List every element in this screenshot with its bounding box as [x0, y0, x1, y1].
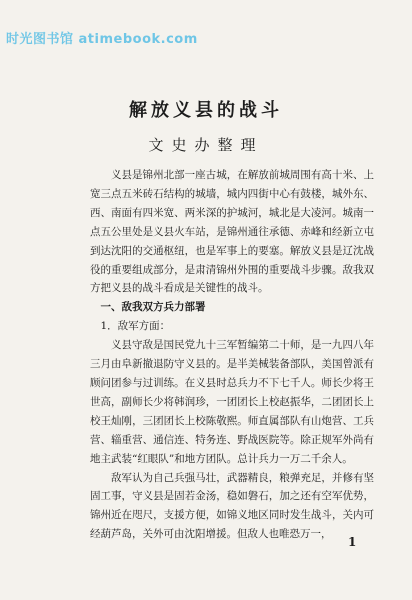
section-heading: 一、敌我双方兵力部署 — [100, 301, 206, 314]
paragraph-enemy-assessment: 敌军认为自己兵强马壮，武器精良，粮弹充足，并修有坚固工事，守义县是固若金汤，稳如磐石，加之还有空军优势，锦州近在咫尺，支援方便，如锦义地区同时发生战斗，关内可经葫芦岛，关外可由沈阳增援。但敌人也唯恐万一， — [90, 471, 374, 541]
paragraph-enemy-forces: 义县守敌是国民党九十三军暂编第二十师，是一九四八年三月由阜新撤退防守义县的。是半美械装备部队，美国曾派有顾问团参与过训练。在义县时总兵力不下七千人。师长少将王世高，副师长少将韩润珍，一团团长上校赵振华，二团团长上校王灿刚，三团团长上校陈敬熙。师直属部队有山炮营、工兵营、辎重营、通信连、特务连、野战医院等。除正规军外尚有地主武装“红眼队”和地方团队。总计兵力一万二千余人。 — [90, 339, 374, 465]
page-number: 1 — [348, 535, 357, 549]
page-title: 解放义县的战斗 — [129, 100, 283, 121]
paragraph-intro: 义县是锦州北部一座古城，在解放前城周围有高十米、上宽三点五米砖石结构的城墙，城内四街中心有鼓楼，城外东、西、南面有四米宽、两米深的护城河，城北是大凌河。城南一点五公里处是义县火车站，是锦州通往承德、赤峰和经新立屯到达沈阳的交通枢纽，也是军事上的要塞。解放义县是辽沈战役的重要组成部分，是肃清锦州外围的重要战斗步骤。敌我双方把义县的战斗看成是关键性的战斗。 — [90, 169, 374, 295]
article-body — [90, 166, 374, 544]
watermark: 时光图书馆 atimebook.com — [6, 32, 198, 47]
subsection-heading: 1．敌军方面： — [100, 320, 171, 333]
author-line: 文史办整理 — [148, 136, 264, 154]
